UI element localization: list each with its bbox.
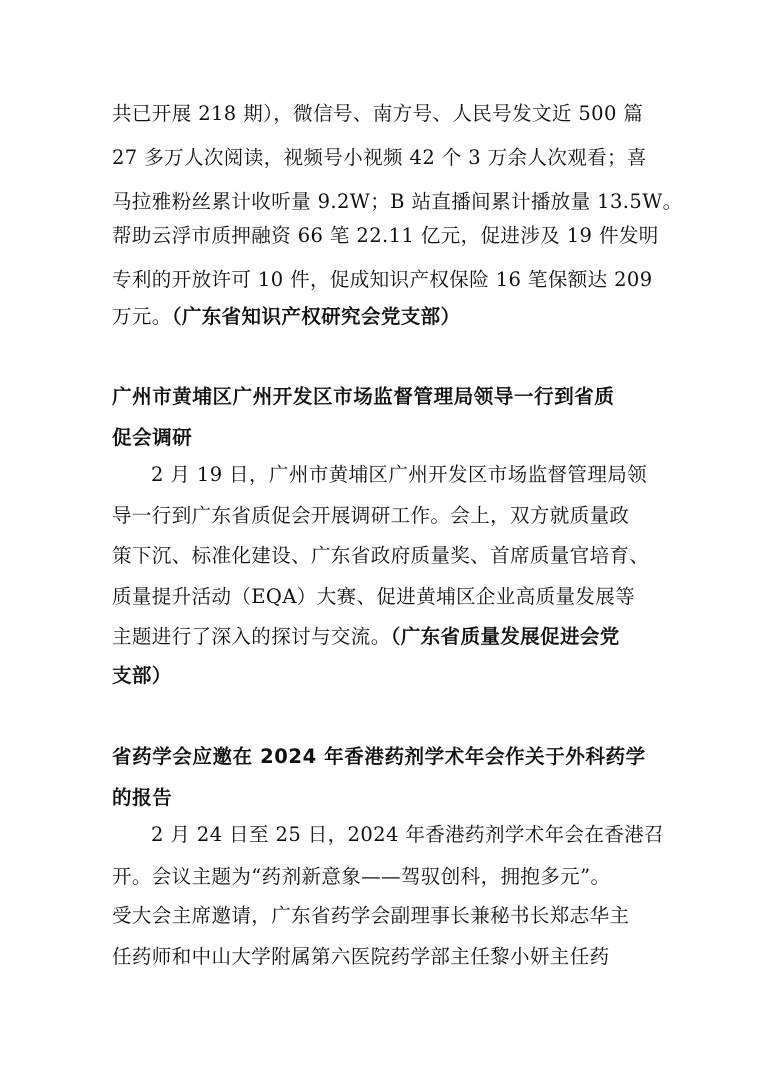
paragraph-line: 共已开展 218 期），微信号、南方号、人民号发文近 500 篇 — [112, 102, 644, 125]
paragraph-line: 受大会主席邀请，广东省药学会副理事长兼秘书长郑志华主 — [112, 904, 630, 927]
paragraph-line: 策下沉、标准化建设、广东省政府质量奖、首席质量官培育、 — [112, 544, 650, 567]
paragraph-last-line — [112, 624, 672, 650]
paragraph-text: 万元。 — [112, 305, 172, 328]
paragraph-line: 27 多万人次阅读，视频号小视频 42 个 3 万余人次观看；喜 — [112, 146, 647, 169]
paragraph-line: 马拉雅粉丝累计收听量 9.2W；B 站直播间累计播放量 13.5W。 — [112, 190, 683, 213]
paragraph-last-line — [112, 304, 672, 330]
paragraph-line: 2 月 19 日，广州市黄埔区广州开发区市场监督管理局领 — [151, 463, 648, 486]
section-title: 的报告 — [112, 786, 173, 809]
section-title: 省药学会应邀在 2024 年香港药剂学术年会作关于外科药学 — [112, 745, 646, 768]
paragraph-line: 帮助云浮市质押融资 66 笔 22.11 亿元，促进涉及 19 件发明 — [112, 224, 659, 247]
paragraph-line: 2 月 24 日至 25 日，2024 年香港药剂学术年会在香港召 — [151, 823, 665, 846]
source-attribution-continued: 支部） — [112, 664, 172, 687]
source-attribution: （广东省知识产权研究会党支部） — [171, 305, 461, 328]
section-title: 广州市黄埔区广州开发区市场监督管理局领导一行到省质 — [112, 385, 615, 408]
section-title: 促会调研 — [112, 426, 193, 449]
paragraph-line: 专利的开放许可 10 件，促成知识产权保险 16 笔保额达 209 — [112, 268, 653, 291]
paragraph-text: 主题进行了深入的探讨与交流。 — [112, 625, 391, 648]
source-attribution: （广东省质量发展促进会党 — [390, 625, 620, 648]
paragraph-line: 任药师和中山大学附属第六医院药学部主任黎小妍主任药 — [112, 945, 610, 968]
paragraph-line: 开。会议主题为“药剂新意象——驾驭创科，拥抱多元”。 — [112, 865, 611, 888]
paragraph-line: 质量提升活动（EQA）大赛、促进黄埔区企业高质量发展等 — [112, 585, 636, 608]
paragraph-line: 导一行到广东省质促会开展调研工作。会上，双方就质量政 — [112, 504, 630, 527]
